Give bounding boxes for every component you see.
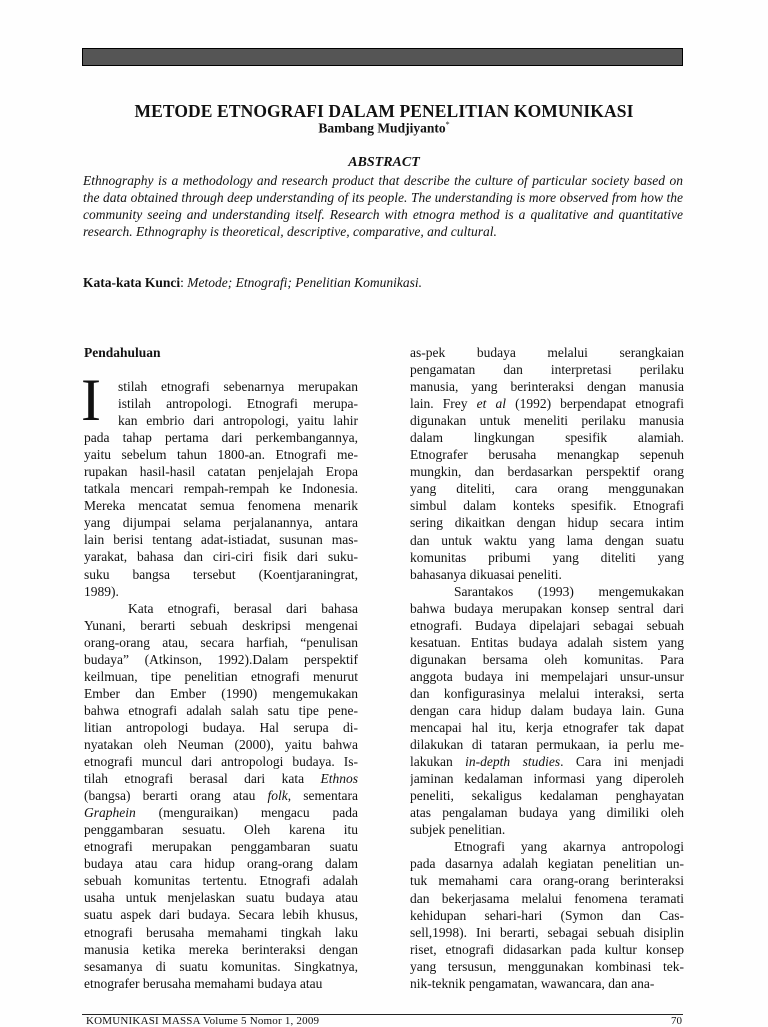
text-line: etnografi berusaha memahami tingkah laku (84, 924, 358, 940)
text-line: komunitas pribumi yang diteliti yang (410, 549, 684, 565)
text-line: etnografi muncul dari antropologi budaya. Is- (84, 754, 358, 770)
text-line: anggota budaya ini mempelajari unsur-unsur (410, 668, 684, 684)
text-line: kan embrio dari antropologi, yaitu lahir (118, 413, 358, 429)
text-line: rupakan hasil-hasil catatan penjelajah Eropa (84, 464, 358, 480)
text-line: Mereka mencatat semua fenomena menarik (84, 498, 358, 514)
text-line: pada dasarnya adalah kegiatan penelitian un- (410, 856, 684, 872)
text-line: Sarantakos (1993) mengemukakan (454, 583, 684, 599)
text-line: dengan cara hidup dalam budaya lain. Guna (410, 702, 684, 718)
text-line: bahwa etnografi adalah salah satu tipe pene- (84, 702, 358, 718)
text-line: orang-orang atau, secara harfiah, “penulisan (84, 634, 358, 650)
text-line: budaya” (Atkinson, 1992).Dalam perspektif (84, 651, 358, 667)
text-line: atas pengalaman budaya yang dimiliki oleh (410, 805, 684, 821)
drop-cap: I (81, 367, 101, 433)
text-line: etnografi. Budaya dipelajari sebagai sebuah (410, 617, 684, 633)
text-line: Graphein (menguraikan) mengacu pada (84, 805, 358, 821)
text-line: bahwa budaya merupakan konsep sentral dari (410, 600, 684, 616)
text-line: sell,1998). Ini berarti, sebagai sebuah disiplin (410, 924, 684, 940)
text-line: dan konfigurasinya melalui interaksi, serta (410, 685, 684, 701)
text-line: yang dijumpai selama perjalanannya, antara (84, 515, 358, 531)
text-line: pengamatan dan interpretasi perilaku (410, 362, 684, 378)
text-line: subjek penelitian. (410, 822, 506, 838)
text-line: suatu aspek dari budaya. Secara lebih khusus, (84, 907, 358, 923)
footer-journal: KOMUNIKASI MASSA Volume 5 Nomor 1, 2009 (86, 1015, 320, 1027)
text-line: tatkala mencari rempah-rempah ke Indonesia. (84, 481, 358, 497)
text-line: keilmuan, tipe penelitian etnografi menurut (84, 668, 358, 684)
author-name: Bambang Mudjiyanto (318, 120, 446, 136)
text-line: etnografer berusaha memahami budaya atau (84, 975, 323, 991)
right-column (410, 344, 684, 992)
text-line: tilah etnografi berasal dari kata Ethnos (84, 771, 358, 787)
text-line: sebuah komunitas tertentu. Etnografi adalah (84, 873, 358, 889)
text-line: Etnografi yang akarnya antropologi (454, 839, 684, 855)
text-line: simbul dalam konteks spesifik. Etnografi (410, 498, 684, 514)
text-line: Ember dan Ember (1990) mengemukakan (84, 685, 358, 701)
left-column (81, 344, 358, 992)
text-line: usaha untuk menjelaskan suatu budaya atau (84, 890, 358, 906)
text-line: manusia ketika mereka berinteraksi dengan (84, 941, 358, 957)
keywords-value: Metode; Etnografi; Penelitian Komunikasi. (187, 275, 422, 290)
abstract-body: Ethnography is a methodology and research product that describe the culture of particular society based on the data obtained through deep understanding of its people. The understanding is more observed from how the community seeing and understanding itself. Research with etnogra method is a qualitative and quantitative research. Ethnography is theoretical, descriptive, comparative, and cultural. (83, 173, 683, 240)
text-line: 1989). (84, 583, 119, 599)
text-line: suku bangsa tersebut (Koentjaraningrat, (84, 566, 358, 582)
keywords-line (83, 275, 683, 291)
text-line: dilakukan di tataran permukaan, ia perlu me- (410, 737, 684, 753)
author-line (0, 120, 768, 137)
footer-page-number: 70 (671, 1015, 682, 1027)
text-line: digunakan untuk meneliti perilaku manusia (410, 413, 684, 429)
text-line: lain. Frey et al (1992) berpendapat etnografi (410, 396, 684, 412)
text-line: Kata etnografi, berasal dari bahasa (128, 600, 358, 616)
text-line: kesatuan. Entitas budaya adalah sistem yang (410, 634, 684, 650)
text-line: as-pek budaya melalui serangkaian (410, 345, 684, 360)
text-line: mungkin, dan berdasarkan perspektif orang (410, 464, 684, 480)
text-line: istilah antropologi. Etnografi merupa- (118, 396, 358, 412)
text-line: Yunani, berarti sebuah deskripsi mengenai (84, 617, 358, 633)
author-footnote-mark: * (445, 120, 450, 129)
text-line: etnografi merupakan penggambaran suatu (84, 839, 358, 855)
text-line: nik-teknik pengamatan, wawancara, dan ana- (410, 975, 655, 991)
text-line: bahasanya dikuasai peneliti. (410, 566, 562, 582)
text-line: dan untuk waktu yang lama dengan suatu (410, 532, 684, 548)
text-line: manusia, yang berinteraksi dengan manusia (410, 379, 684, 395)
text-line: dalam lingkungan spesifik alamiah. (410, 430, 684, 446)
text-line: Etnografer berusaha menangkap sepenuh (410, 447, 684, 463)
text-line: yarakat, bahasa dan ciri-ciri fisik dari suku- (84, 549, 358, 565)
text-line: jaminan kedalaman informasi yang diperoleh (410, 771, 684, 787)
text-line: peneliti, sekaligus kedalaman penghayatan (410, 788, 684, 804)
text-line: mencapai hal itu, kerja etnografer tak dapat (410, 720, 684, 736)
text-line: kehidupan sehari-hari (Symon dan Cas- (410, 907, 684, 923)
text-line: digunakan bersama oleh komunitas. Para (410, 651, 684, 667)
text-line: sesamanya di suatu komunitas. Singkatnya, (84, 958, 358, 974)
text-line: yang tersusun, menggunakan kombinasi tek- (410, 958, 684, 974)
text-line: nyatakan oleh Neuman (2000), yaitu bahwa (84, 736, 358, 752)
abstract-heading: ABSTRACT (348, 155, 420, 170)
text-line: sering dikaitkan dengan hidup secara intim (410, 515, 684, 531)
text-line: dan bekerjasama melalui fenomena teramati (410, 890, 684, 906)
text-line: litian antropologi budaya. Hal serupa di- (84, 719, 358, 735)
text-line: budaya atau cara hidup orang-orang dalam (84, 856, 358, 872)
text-line: riset, etnografi didasarkan pada kultur konsep (410, 941, 684, 957)
header-bar (82, 48, 683, 66)
text-line: (bangsa) berarti orang atau folk, sementara (84, 788, 358, 804)
text-line: penggambaran sesuatu. Oleh karena itu (84, 822, 358, 838)
text-line: yaitu sebelum tahun 1800-an. Etnografi me- (84, 447, 358, 463)
keywords-label: Kata-kata Kunci (83, 275, 181, 290)
text-line: yang diteliti, cara orang menggunakan (410, 481, 684, 497)
text-line: pada tahap pertama dari perkembangannya, (84, 430, 358, 446)
text-line: lain berisi tentang adat-istiadat, susunan mas- (84, 532, 358, 548)
text-line: lakukan in-depth studies. Cara ini menjadi (410, 754, 684, 770)
section-heading: Pendahuluan (84, 345, 161, 360)
paper-title: METODE ETNOGRAFI DALAM PENELITIAN KOMUNIKASI (134, 101, 634, 121)
text-line: tuk memahami cara orang-orang berinteraksi (410, 873, 684, 889)
text-line: stilah etnografi sebenarnya merupakan (118, 379, 358, 394)
keywords-separator: : (180, 275, 184, 290)
